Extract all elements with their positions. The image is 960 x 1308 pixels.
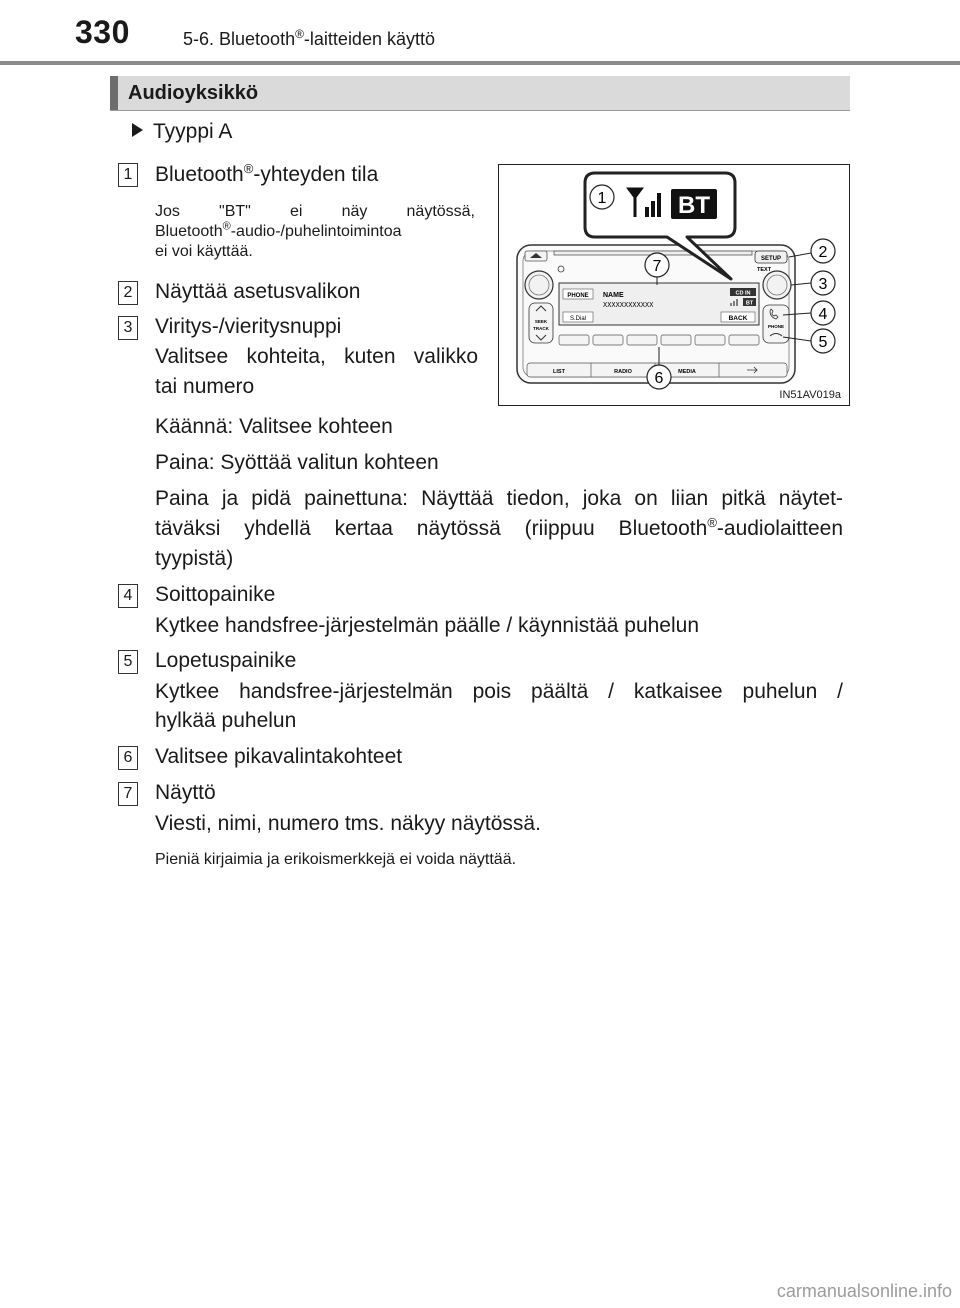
preset-button-3 [627,335,657,345]
preset-button-1 [559,335,589,345]
item-5-line-1: Kytkee handsfree-järjestelmän pois päältä / katkaisee puhelun / [155,680,843,703]
radio-button-label: RADIO [614,369,632,375]
item-3-line-5: Paina ja pidä painettuna: Näyttää tiedon, joka on liian pitkä näytet- [155,487,843,510]
signal-bar-3 [657,193,661,217]
item-5-line-2: hylkää puhelun [155,709,297,732]
page-number: 330 [75,14,130,50]
triangle-bullet-icon [132,123,143,137]
chapter-title: 5-6. Bluetooth®-laitteiden käyttö [183,27,435,49]
callout-number-1: 1 [597,190,607,207]
phone-button-label: PHONE [767,324,785,329]
seek-label: SEEK [534,319,548,324]
item-7-line-1: Viesti, nimi, numero tms. näkyy näytössä. [155,812,541,835]
section-heading [110,76,850,111]
item-3-line-7: tyypistä) [155,547,234,570]
item-3-line-1: Valitsee kohteita, kuten valikko [155,345,478,368]
item-number-4: 4 [118,584,138,608]
item-number-6: 6 [118,746,138,770]
callout-number-5: 5 [818,334,828,351]
display-speed-dial-label: S.Dial [569,316,587,322]
display-number: XXXXXXXXXXXX [603,302,654,310]
item-6-title: Valitsee pikavalintakohteet [155,745,403,768]
item-number-3: 3 [118,316,138,340]
callout-number-3: 3 [818,276,828,293]
display-cdin-label: CD IN [735,290,751,297]
display-phone-label: PHONE [567,293,589,299]
display-back-label: BACK [728,315,748,322]
preset-button-2 [593,335,623,345]
signal-bar-2 [651,201,655,217]
figure-id: IN51AV019a [779,389,841,401]
preset-button-6 [729,335,759,345]
item-5-title: Lopetuspainike [155,649,297,672]
setup-button-label: SETUP [760,256,782,262]
item-3-line-4: Paina: Syöttää valitun kohteen [155,451,439,474]
section-title: Audioyksikkö [128,82,259,104]
display-bt-label: BT [745,300,754,307]
item-3-line-2: tai numero [155,375,255,398]
callout-number-2: 2 [818,244,828,261]
item-4-title: Soittopainike [155,583,276,606]
track-label: TRACK [533,326,549,331]
item-4-line-1: Kytkee handsfree-järjestelmän päälle / käynnistää puhelun [155,614,700,637]
item-3-title: Viritys-/vieritysnuppi [155,315,342,338]
preset-button-5 [695,335,725,345]
audio-unit-illustration [499,165,849,405]
item-7-title: Näyttö [155,781,216,804]
item-2-title: Näyttää asetusvalikon [155,280,361,303]
callout-number-6: 6 [654,370,664,387]
audio-unit-figure [498,164,850,406]
item-3-line-3: Käännä: Valitsee kohteen [155,415,393,438]
item-1-note: Jos "BT" ei näy näytössä, Bluetooth®-audio-/puhelintoimintoa ei voi käyttää. [155,203,475,260]
footnote: Pieniä kirjaimia ja erikoismerkkejä ei voida näyttää. [155,851,517,868]
section-accent [110,76,118,110]
text-button-label: TEXT [757,267,772,273]
item-number-2: 2 [118,281,138,305]
item-number-1: 1 [118,163,138,187]
type-label: Tyyppi A [132,120,232,144]
signal-bar-1 [645,207,649,217]
list-button-label: LIST [553,369,565,375]
callout-number-7: 7 [652,258,662,275]
watermark: carmanualsonline.info [776,1281,952,1301]
preset-button-4 [661,335,691,345]
item-3-line-6: täväksi yhdellä kertaa näytössä (riippuu Bluetooth®-audiolaitteen [155,515,843,540]
item-number-5: 5 [118,650,138,674]
bt-indicator-label: BT [678,192,710,219]
media-button-label: MEDIA [678,369,696,375]
header-rule [0,61,960,65]
item-1-title: Bluetooth®-yhteyden tila [155,161,379,186]
item-number-7: 7 [118,782,138,806]
display-name-label: NAME [603,292,624,299]
callout-number-4: 4 [818,306,828,323]
